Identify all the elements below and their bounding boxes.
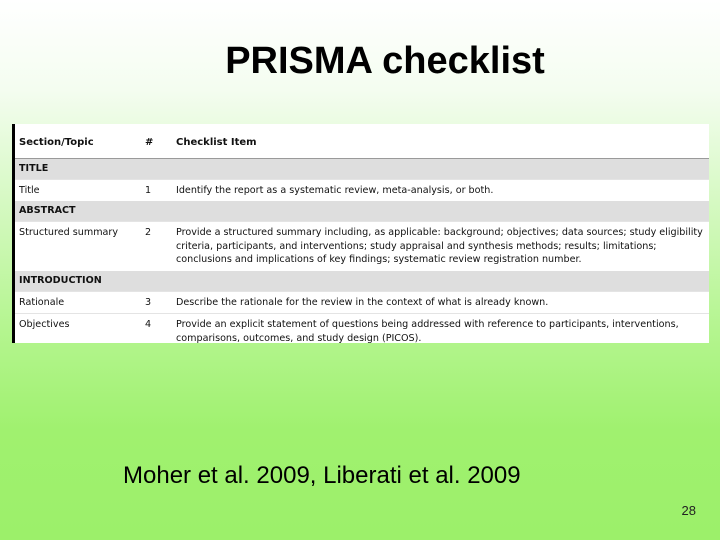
checklist-table-image — [12, 124, 709, 343]
header-checklist-item: Checklist Item — [176, 124, 709, 158]
number-cell: 4 — [145, 314, 176, 344]
slide-title: PRISMA checklist — [225, 40, 545, 82]
item-cell: Provide an explicit statement of questions being addressed with reference to participants, interventions, comparisons, outcomes, and study design (PICOS). — [176, 314, 709, 344]
section-row-introduction — [15, 271, 709, 292]
topic-cell: Rationale — [15, 291, 145, 314]
topic-cell: Objectives — [15, 314, 145, 344]
table-header-row — [15, 124, 709, 158]
table-row — [15, 179, 709, 201]
section-label: INTRODUCTION — [15, 271, 709, 292]
section-label: ABSTRACT — [15, 201, 709, 222]
header-section-topic: Section/Topic — [15, 124, 145, 158]
table-row — [15, 314, 709, 344]
item-cell: Provide a structured summary including, as applicable: background; objectives; data sources; study eligibility criteria, participants, and interventions; study appraisal and synthesis methods; results; limitations; conclusions and implications of key findings; systematic review registration number. — [176, 222, 709, 271]
item-cell: Describe the rationale for the review in the context of what is already known. — [176, 291, 709, 314]
header-number: # — [145, 124, 176, 158]
number-cell: 3 — [145, 291, 176, 314]
topic-cell: Structured summary — [15, 222, 145, 271]
page-number: 28 — [681, 503, 696, 518]
section-label: TITLE — [15, 158, 709, 179]
prisma-checklist-table — [15, 124, 709, 343]
number-cell: 1 — [145, 179, 176, 201]
item-cell: Identify the report as a systematic review, meta-analysis, or both. — [176, 179, 709, 201]
number-cell: 2 — [145, 222, 176, 271]
table-row — [15, 222, 709, 271]
section-row-abstract — [15, 201, 709, 222]
section-row-title — [15, 158, 709, 179]
topic-cell: Title — [15, 179, 145, 201]
citation-text: Moher et al. 2009, Liberati et al. 2009 — [123, 462, 521, 489]
table-row — [15, 291, 709, 314]
